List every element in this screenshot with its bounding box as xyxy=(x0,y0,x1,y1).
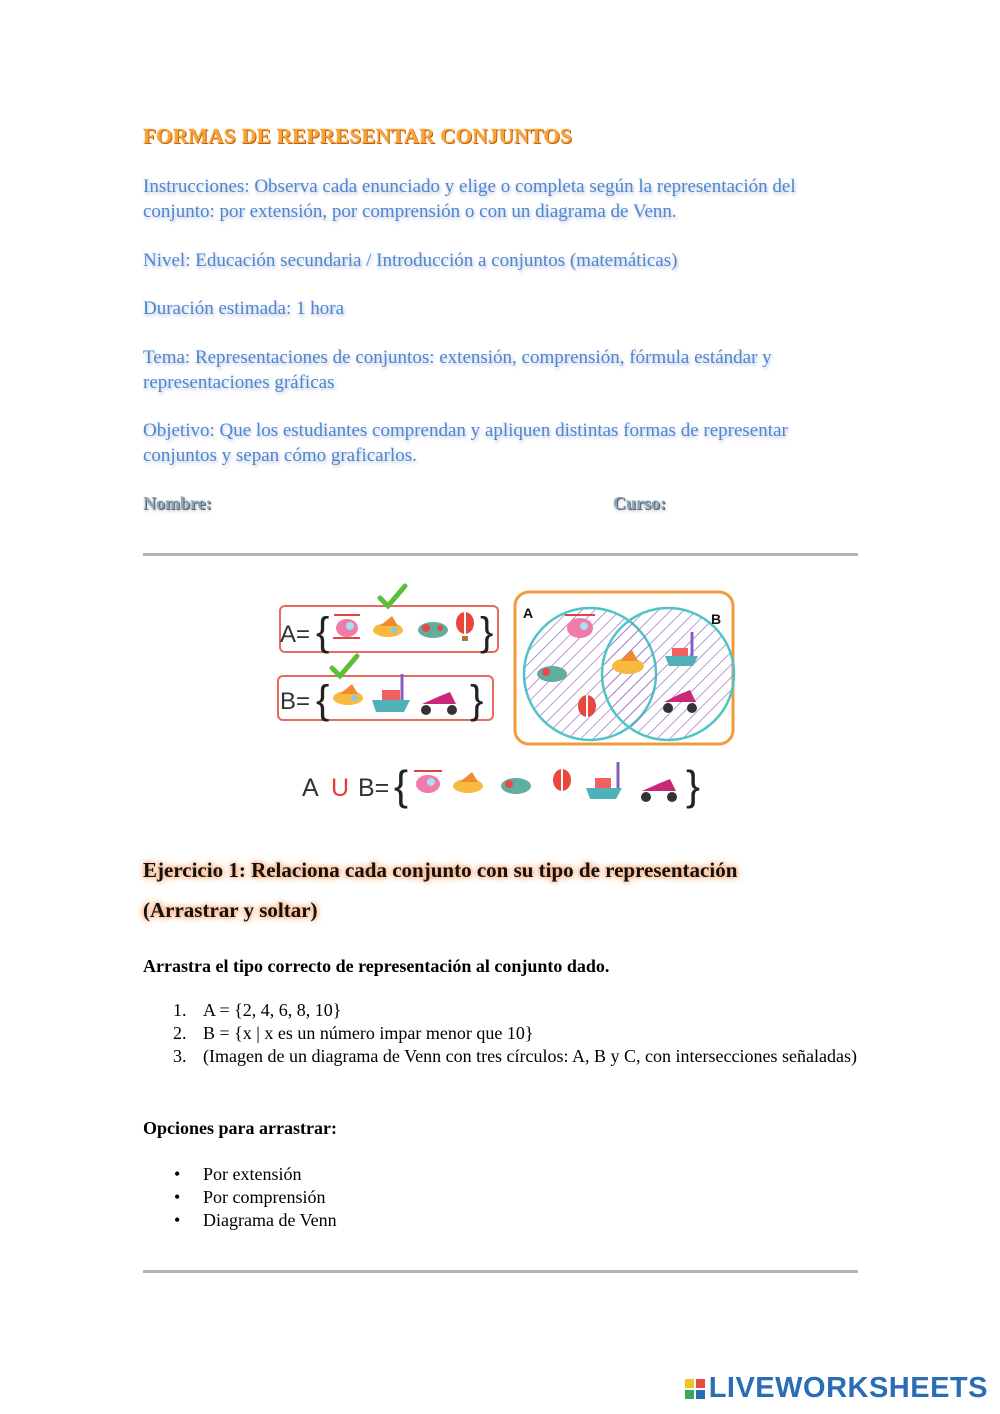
drag-option-venn[interactable] xyxy=(143,1209,863,1232)
set-a-box xyxy=(280,586,498,654)
list-item xyxy=(143,1045,863,1068)
union-label-a: A xyxy=(302,774,319,802)
set-b-box xyxy=(278,656,493,722)
list-item xyxy=(143,1022,863,1045)
option-text: Por extensión xyxy=(203,1164,302,1184)
curso-label: Curso: xyxy=(613,493,666,513)
item-number: 1. xyxy=(173,1000,187,1020)
objetivo-text xyxy=(143,418,883,468)
nombre-label: Nombre: xyxy=(143,493,212,513)
submarine-icon xyxy=(501,778,531,794)
plane-icon xyxy=(453,772,483,793)
balloon-icon xyxy=(553,769,571,791)
option-text: Por comprensión xyxy=(203,1187,326,1207)
venn-circle-b xyxy=(602,608,734,740)
tema-line-1: Tema: Representaciones de conjuntos: extensión, comprensión, fórmula estándar y xyxy=(143,347,772,368)
drag-options xyxy=(143,1163,863,1232)
union-label-b: B= xyxy=(358,774,390,802)
helicopter-icon xyxy=(414,771,442,793)
sets-illustration xyxy=(270,578,740,818)
check-icon xyxy=(332,656,357,676)
submarine-icon xyxy=(537,666,567,682)
liveworksheets-logo[interactable] xyxy=(685,1372,988,1405)
divider-bottom xyxy=(143,1270,858,1273)
venn-label-a: A xyxy=(523,605,534,621)
drag-option-extension[interactable] xyxy=(143,1163,863,1186)
venn-diagram xyxy=(515,592,734,744)
brace-close-icon: } xyxy=(480,610,494,654)
item-number: 2. xyxy=(173,1023,187,1043)
drag-option-comprehension[interactable] xyxy=(143,1186,863,1209)
nivel-text: Nivel: Educación secundaria / Introducción a conjuntos (matemáticas) xyxy=(143,250,678,271)
objetivo-line-2: conjuntos y sepan cómo graficarlos. xyxy=(143,445,417,466)
balloon-icon xyxy=(578,695,596,717)
submarine-icon xyxy=(418,622,448,638)
exercise-1-prompt: Arrastra el tipo correcto de representación al conjunto dado. xyxy=(143,956,610,976)
instructions-line-2: conjunto: por extensión, por comprensión o con un diagrama de Venn. xyxy=(143,201,677,222)
boat-icon xyxy=(586,762,622,799)
bullet-icon: • xyxy=(174,1210,181,1230)
item-text: A = {2, 4, 6, 8, 10} xyxy=(203,1000,342,1020)
check-icon xyxy=(380,586,405,606)
brace-open-icon: { xyxy=(394,762,409,809)
scooter-icon xyxy=(641,779,677,802)
page-title: FORMAS DE REPRESENTAR CONJUNTOS xyxy=(143,124,573,148)
exercise-1-title: Ejercicio 1: Relaciona cada conjunto con su tipo de representación xyxy=(143,858,738,882)
brace-open-icon: { xyxy=(316,610,330,654)
instructions-line-1: Instrucciones: Observa cada enunciado y elige o completa según la representación del xyxy=(143,176,796,197)
logo-blocks-icon xyxy=(685,1379,705,1399)
set-a-label: A= xyxy=(280,621,311,648)
divider-top xyxy=(143,553,858,556)
logo-text: LIVEWORKSHEETS xyxy=(708,1372,988,1404)
list-item xyxy=(143,999,863,1022)
tema-text xyxy=(143,345,883,395)
union-operator: U xyxy=(331,774,350,802)
union-row xyxy=(302,762,700,809)
venn-label-b: B xyxy=(711,611,722,627)
set-b-label: B= xyxy=(280,688,311,715)
brace-close-icon: } xyxy=(470,678,484,722)
brace-open-icon: { xyxy=(316,678,330,722)
item-text: (Imagen de un diagrama de Venn con tres círculos: A, B y C, con intersecciones señaladas) xyxy=(203,1046,857,1066)
brace-close-icon: } xyxy=(686,762,701,809)
item-text: B = {x | x es un número impar menor que 10} xyxy=(203,1023,534,1043)
duracion-text: Duración estimada: 1 hora xyxy=(143,298,345,319)
tema-line-2: representaciones gráficas xyxy=(143,372,335,393)
bullet-icon: • xyxy=(174,1187,181,1207)
exercise-1-subtitle: (Arrastrar y soltar) xyxy=(143,898,318,922)
instructions xyxy=(143,174,883,224)
exercise-1-items xyxy=(143,999,863,1068)
item-number: 3. xyxy=(173,1046,187,1066)
objetivo-line-1: Objetivo: Que los estudiantes comprendan y apliquen distintas formas de representar xyxy=(143,420,788,441)
bullet-icon: • xyxy=(174,1164,181,1184)
options-title: Opciones para arrastrar: xyxy=(143,1118,337,1138)
option-text: Diagrama de Venn xyxy=(203,1210,337,1230)
